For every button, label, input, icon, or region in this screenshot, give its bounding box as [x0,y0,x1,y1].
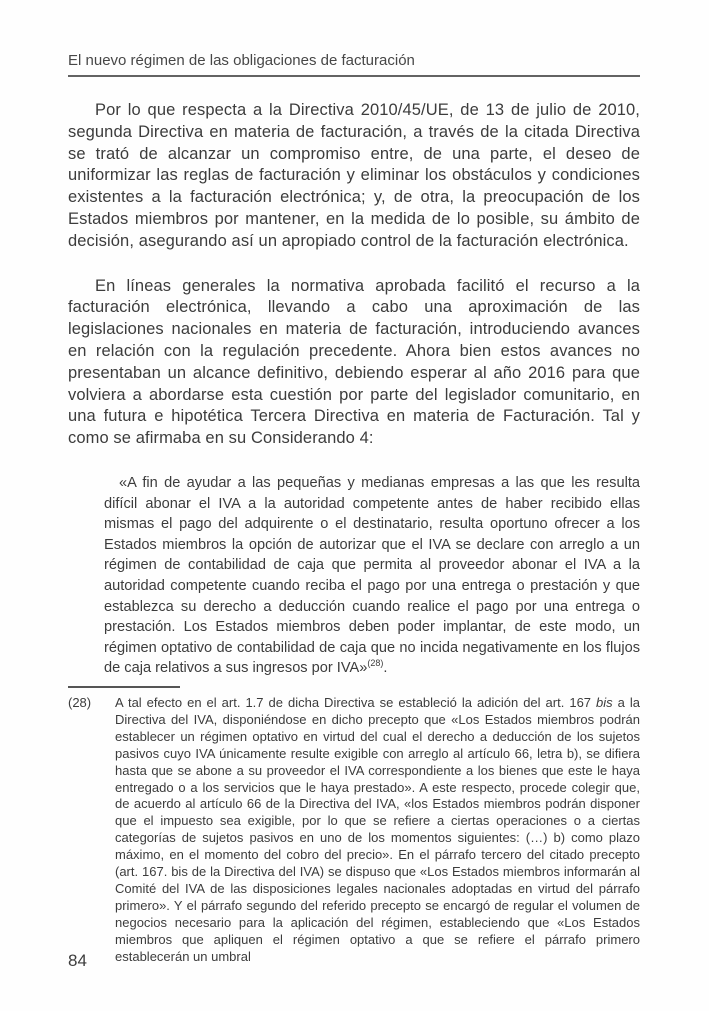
footnote-italic-bis: bis [596,695,613,710]
footnote-text-part-2: a la Directiva del IVA, disponiéndose en dicho precepto que «Los Estados miembros podrán establecer un régimen optativo en virtud del cual el derecho a deducción de los sujetos pasivos cuyo IVA únicamente resulte exigible con arreglo al artículo 66, letra b), se difiera hasta que se abone a su proveedor el IVA correspondiente a los bienes que este le haya entregado o a los servicios que le haya prestado». A este respecto, procede colegir que, de acuerdo al artículo 66 de la Directiva del IVA, «los Estados miembros podrán disponer que el impuesto sea exigible, por lo que se refiere a ciertas operaciones o a ciertas categorías de sujetos pasivos en uno de los momentos siguientes: (…) b) como plazo máximo, en el momento del cobro del precio». En el párrafo tercero del citado precepto (art. 167. bis de la Directiva del IVA) se dispuso que «Los Estados miembros informarán al Comité del IVA de las disposiciones legales nacionales adoptadas en virtud del párrafo primero». Y el párrafo segundo del referido precepto se encargó de regular el volumen de negocios necesario para la aplicación del régimen, estableciendo que «Los Estados miembros que apliquen el régimen optativo a que se refiere el párrafo primero establecerán un umbral [115,695,641,964]
considerando-4-quote [104,473,640,679]
text-column [68,0,640,679]
running-header [68,0,640,77]
page-number: 84 [68,951,87,970]
footnote-area [68,686,640,966]
quote-final-period: . [383,660,388,677]
footnote-marker: (28) [68,695,92,710]
paragraph-lineas-generales: En líneas generales la normativa aprobada facilitó el recurso a la facturación electrónica, llevando a cabo una aproximación de las legislaciones nacionales en materia de facturación, introduciendo avances en relación con la regulación precedente. Ahora bien estos avances no presentaban un alcance definitivo, debiendo esperar al año 2016 para que volviera a abordarse esta cuestión por parte del legislador comunitario, en una futura e hipotética Tercera Directiva en materia de Facturación. Tal y como se afirmaba en su Considerando 4: [68,276,640,448]
quote-text: «A fin de ayudar a las pequeñas y medianas empresas a las que les resulta difícil abonar el IVA a la autoridad competente antes de haber recibido ellas mismas el pago del adquirente o el destinatario, resulta oportuno ofrecer a los Estados miembros la opción de autorizar que el IVA se declare con arreglo a un régimen de contabilidad de caja que permita al proveedor abonar el IVA a la autoridad competente cuando reciba el pago por una entrega o prestación y que establezca su derecho a deducción cuando realice el pago por una entrega o prestación. Los Estados miembros deben poder implantar, de este modo, un régimen optativo de contabilidad de caja que no incida negativamente en los flujos de caja relativos a sus ingresos por IVA» [104,474,640,677]
footnote-text-part-1: A tal efecto en el art. 1.7 de dicha Directiva se estableció la adición del art. 167 [115,695,597,710]
running-header-title: El nuevo régimen de las obligaciones de facturación [68,52,415,69]
header-rule [68,75,640,77]
footnote-28 [68,695,640,966]
footnote-reference-28: (28) [367,658,384,669]
footnote-separator-rule [68,686,180,688]
paragraph-directiva-2010: Por lo que respecta a la Directiva 2010/45/UE, de 13 de julio de 2010, segunda Directiva en materia de facturación, a través de la citada Directiva se trató de alcanzar un compromiso entre, de una parte, el deseo de uniformizar las reglas de facturación y eliminar los obstáculos y condiciones existentes a la facturación electrónica; y, de otra, la preocupación de los Estados miembros por mantener, en la medida de lo posible, su ámbito de decisión, asegurando así un apropiado control de la facturación electrónica. [68,101,640,250]
